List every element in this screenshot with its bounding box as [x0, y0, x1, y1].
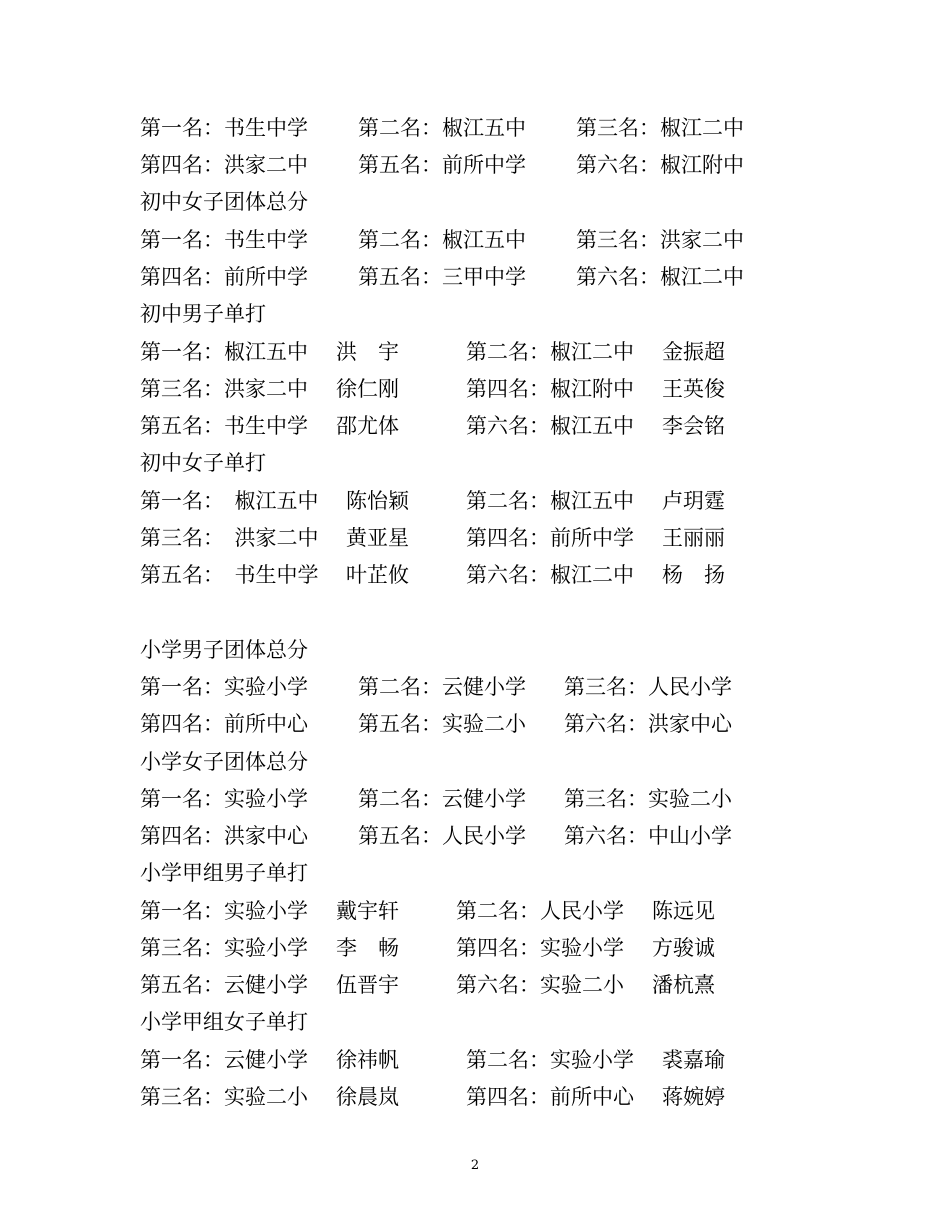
rank-entry: 第二名：云健小学 [358, 787, 526, 811]
player-name: 杨 扬 [662, 563, 725, 587]
rank-entry: 第四名：前所中心 [466, 1085, 634, 1109]
rank-entry: 第六名：实验二小 [456, 973, 624, 997]
rank-entry: 第一名：实验小学 [140, 787, 308, 811]
rank-entry: 第一名：实验小学 [140, 675, 308, 699]
rank-entry: 第六名：椒江二中 [466, 563, 634, 587]
player-name: 方骏诚 [652, 936, 715, 960]
rank-entry: 第一名：书生中学 [140, 228, 308, 252]
rank-entry: 第二名：实验小学 [466, 1048, 634, 1072]
rank-entry: 第四名：洪家二中 [140, 153, 308, 177]
rank-entry: 第一名：书生中学 [140, 116, 308, 140]
rank-entry: 第四名：前所中学 [140, 265, 308, 289]
section-heading: 小学女子团体总分 [140, 750, 308, 774]
rank-entry: 第五名：三甲中学 [358, 265, 526, 289]
player-name: 叶芷攸 [346, 563, 409, 587]
rank-entry: 第二名：椒江二中 [466, 340, 634, 364]
rank-entry: 第六名：中山小学 [564, 824, 732, 848]
rank-entry: 第五名：书生中学 [140, 414, 308, 438]
player-name: 洪 宇 [336, 340, 399, 364]
player-name: 金振超 [662, 340, 725, 364]
rank-entry: 第四名：前所中学 [466, 526, 634, 550]
rank-entry: 第六名：椒江五中 [466, 414, 634, 438]
player-name: 徐仁刚 [336, 377, 399, 401]
player-name: 潘杭熹 [652, 973, 715, 997]
rank-entry: 第四名：椒江附中 [466, 377, 634, 401]
rank-entry: 第三名：实验二小 [140, 1085, 308, 1109]
player-name: 陈怡颖 [346, 489, 409, 513]
section-heading: 小学甲组男子单打 [140, 861, 308, 885]
rank-entry: 第二名：人民小学 [456, 899, 624, 923]
rank-entry: 第六名：洪家中心 [564, 712, 732, 736]
rank-entry: 第二名：椒江五中 [358, 228, 526, 252]
rank-entry: 第五名：实验二小 [358, 712, 526, 736]
section-heading: 初中女子团体总分 [140, 190, 308, 214]
rank-entry: 第三名：洪家二中 [140, 377, 308, 401]
rank-entry: 第二名：椒江五中 [466, 489, 634, 513]
player-name: 黄亚星 [346, 526, 409, 550]
rank-entry: 第一名：实验小学 [140, 899, 308, 923]
player-name: 王英俊 [662, 377, 725, 401]
page-number: 2 [470, 1158, 480, 1173]
rank-entry: 第一名： 椒江五中 [140, 489, 319, 513]
rank-entry: 第五名：云健小学 [140, 973, 308, 997]
section-heading: 小学甲组女子单打 [140, 1010, 308, 1034]
player-name: 李会铭 [662, 414, 725, 438]
rank-entry: 第三名：椒江二中 [576, 116, 744, 140]
player-name: 陈远见 [652, 899, 715, 923]
rank-entry: 第二名：椒江五中 [358, 116, 526, 140]
rank-entry: 第四名：实验小学 [456, 936, 624, 960]
rank-entry: 第三名：实验小学 [140, 936, 308, 960]
rank-entry: 第五名：人民小学 [358, 824, 526, 848]
player-name: 伍晋宇 [336, 973, 399, 997]
rank-entry: 第六名：椒江二中 [576, 265, 744, 289]
player-name: 蒋婉婷 [662, 1085, 725, 1109]
player-name: 徐祎帆 [336, 1048, 399, 1072]
rank-entry: 第四名：洪家中心 [140, 824, 308, 848]
rank-entry: 第四名：前所中心 [140, 712, 308, 736]
player-name: 裘嘉瑜 [662, 1048, 725, 1072]
player-name: 戴宇轩 [336, 899, 399, 923]
section-heading: 小学男子团体总分 [140, 638, 308, 662]
player-name: 卢玥霆 [662, 489, 725, 513]
rank-entry: 第五名： 书生中学 [140, 563, 319, 587]
rank-entry: 第一名：云健小学 [140, 1048, 308, 1072]
section-heading: 初中男子单打 [140, 302, 266, 326]
rank-entry: 第三名： 洪家二中 [140, 526, 319, 550]
rank-entry: 第六名：椒江附中 [576, 153, 744, 177]
player-name: 王丽丽 [662, 526, 725, 550]
section-heading: 初中女子单打 [140, 451, 266, 475]
rank-entry: 第二名：云健小学 [358, 675, 526, 699]
rank-entry: 第三名：洪家二中 [576, 228, 744, 252]
rank-entry: 第三名：实验二小 [564, 787, 732, 811]
rank-entry: 第一名：椒江五中 [140, 340, 308, 364]
rank-entry: 第三名：人民小学 [564, 675, 732, 699]
player-name: 邵尤体 [336, 414, 399, 438]
player-name: 李 畅 [336, 936, 399, 960]
rank-entry: 第五名：前所中学 [358, 153, 526, 177]
player-name: 徐晨岚 [336, 1085, 399, 1109]
